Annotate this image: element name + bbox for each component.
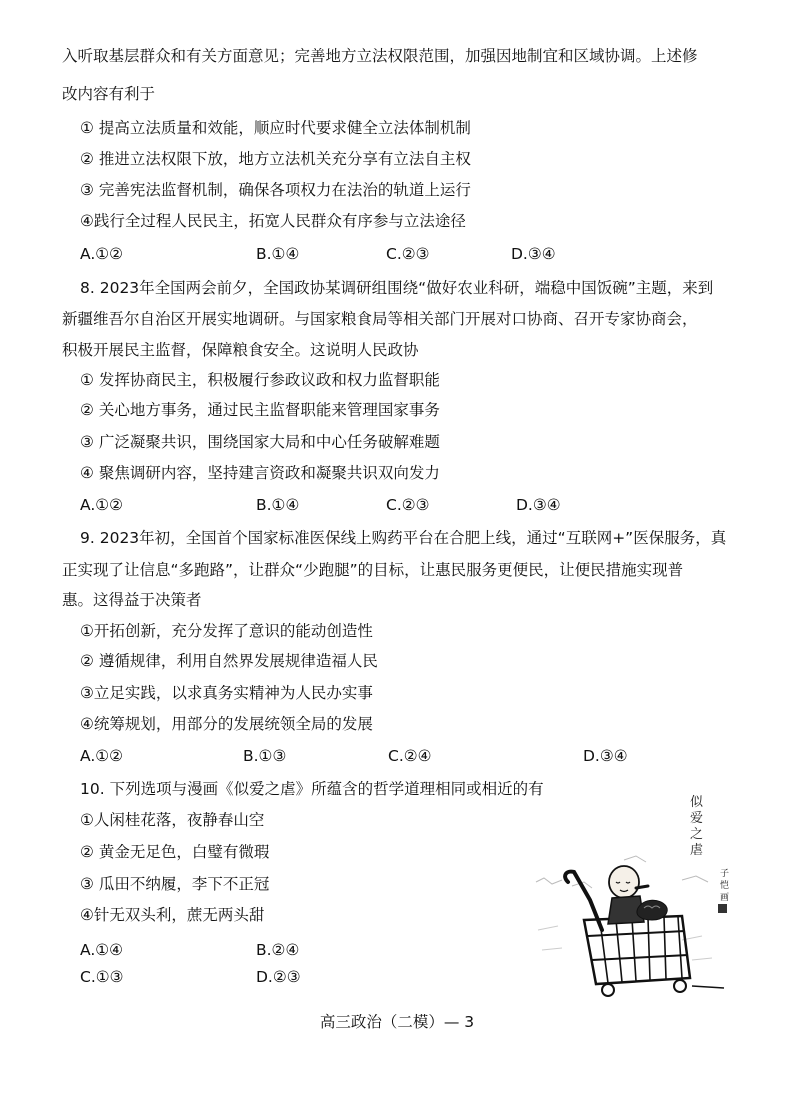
intro-choice-a: A.①②: [80, 245, 124, 263]
svg-text:恺: 恺: [720, 881, 730, 891]
intro-choice-d: D.③④: [511, 245, 556, 263]
svg-text:子: 子: [720, 869, 730, 879]
intro-line-2: 改内容有利于: [62, 85, 156, 103]
cartoon-illustration: [532, 790, 732, 1002]
intro-choice-c: C.②③: [386, 245, 430, 263]
page-footer: 高三政治（二模）— 3: [319, 1013, 475, 1031]
q9-option-4: ④统筹规划，用部分的发展统领全局的发展: [80, 715, 373, 733]
cartoon-title-glyphs: [690, 795, 704, 858]
q9-choice-a: A.①②: [80, 747, 124, 765]
q10-choice-a: A.①④: [80, 941, 124, 959]
q9-option-3: ③立足实践，以求真务实精神为人民办实事: [80, 684, 373, 702]
q8-option-2: ② 关心地方事务，通过民主监督职能来管理国家事务: [80, 401, 440, 419]
intro-option-1: ① 提高立法质量和效能，顺应时代要求健全立法体制机制: [80, 119, 471, 137]
q9-line-3: 惠。这得益于决策者: [62, 591, 202, 609]
q8-line-3: 积极开展民主监督，保障粮食安全。这说明人民政协: [62, 341, 419, 359]
intro-option-2: ② 推进立法权限下放，地方立法机关充分享有立法自主权: [80, 150, 471, 168]
q8-option-3: ③ 广泛凝聚共识，围绕国家大局和中心任务破解难题: [80, 433, 440, 451]
q9-line-2: 正实现了让信息“多跑路”，让群众“少跑腿”的目标，让惠民服务更便民，让便民措施实现普: [62, 561, 684, 579]
q8-choice-b: B.①④: [256, 496, 300, 514]
q9-option-1: ①开拓创新，充分发挥了意识的能动创造性: [80, 622, 373, 640]
q9-choice-c: C.②④: [388, 747, 432, 765]
svg-text:虐: 虐: [690, 843, 704, 858]
svg-text:画: 画: [720, 893, 730, 903]
cart-wheel-left: [602, 984, 614, 996]
svg-text:似: 似: [690, 795, 704, 810]
svg-text:之: 之: [690, 827, 704, 842]
q10-option-3: ③ 瓜田不纳履，李下不正冠: [80, 875, 270, 893]
q10-choice-c: C.①③: [80, 968, 124, 986]
q8-choice-a: A.①②: [80, 496, 124, 514]
q9-option-2: ② 遵循规律，利用自然界发展规律造福人民: [80, 652, 378, 670]
cart-wheel-right: [674, 980, 686, 992]
q8-option-4: ④ 聚焦调研内容，坚持建言资政和凝聚共识双向发力: [80, 464, 440, 482]
q10-option-1: ①人闲桂花落，夜静春山空: [80, 811, 265, 829]
q10-choice-b: B.②④: [256, 941, 300, 959]
q8-choice-d: D.③④: [516, 496, 561, 514]
intro-option-4: ④践行全过程人民民主，拓宽人民群众有序参与立法途径: [80, 212, 466, 230]
q10-choice-d: D.②③: [256, 968, 301, 986]
q9-choice-d: D.③④: [583, 747, 628, 765]
q8-line-2: 新疆维吾尔自治区开展实地调研。与国家粮食局等相关部门开展对口协商、召开专家协商会，: [62, 310, 698, 328]
q8-choice-c: C.②③: [386, 496, 430, 514]
q10-line-1: 10. 下列选项与漫画《似爱之虐》所蕴含的哲学道理相同或相近的有: [80, 780, 544, 798]
intro-option-3: ③ 完善宪法监督机制，确保各项权力在法治的轨道上运行: [80, 181, 471, 199]
q8-line-1: 8. 2023年全国两会前夕，全国政协某调研组围绕“做好农业科研，端稳中国饭碗”主题，来到: [80, 279, 714, 297]
svg-text:爱: 爱: [690, 811, 704, 826]
q8-option-1: ① 发挥协商民主，积极履行参政议政和权力监督职能: [80, 371, 440, 389]
intro-line-1: 入听取基层群众和有关方面意见；完善地方立法权限范围，加强因地制宜和区域协调。上述修: [62, 47, 698, 65]
q10-option-4: ④针无双头利，蔗无两头甜: [80, 906, 265, 924]
cart-body: [584, 916, 690, 984]
q10-option-2: ② 黄金无足色，白璧有微瑕: [80, 843, 270, 861]
q9-line-1: 9. 2023年初，全国首个国家标准医保线上购药平台在合肥上线，通过“互联网+”医保服务，真: [80, 529, 727, 547]
seal-icon: [718, 904, 727, 913]
q9-choice-b: B.①③: [243, 747, 287, 765]
cartoon-signature: [720, 868, 729, 903]
intro-choice-b: B.①④: [256, 245, 300, 263]
